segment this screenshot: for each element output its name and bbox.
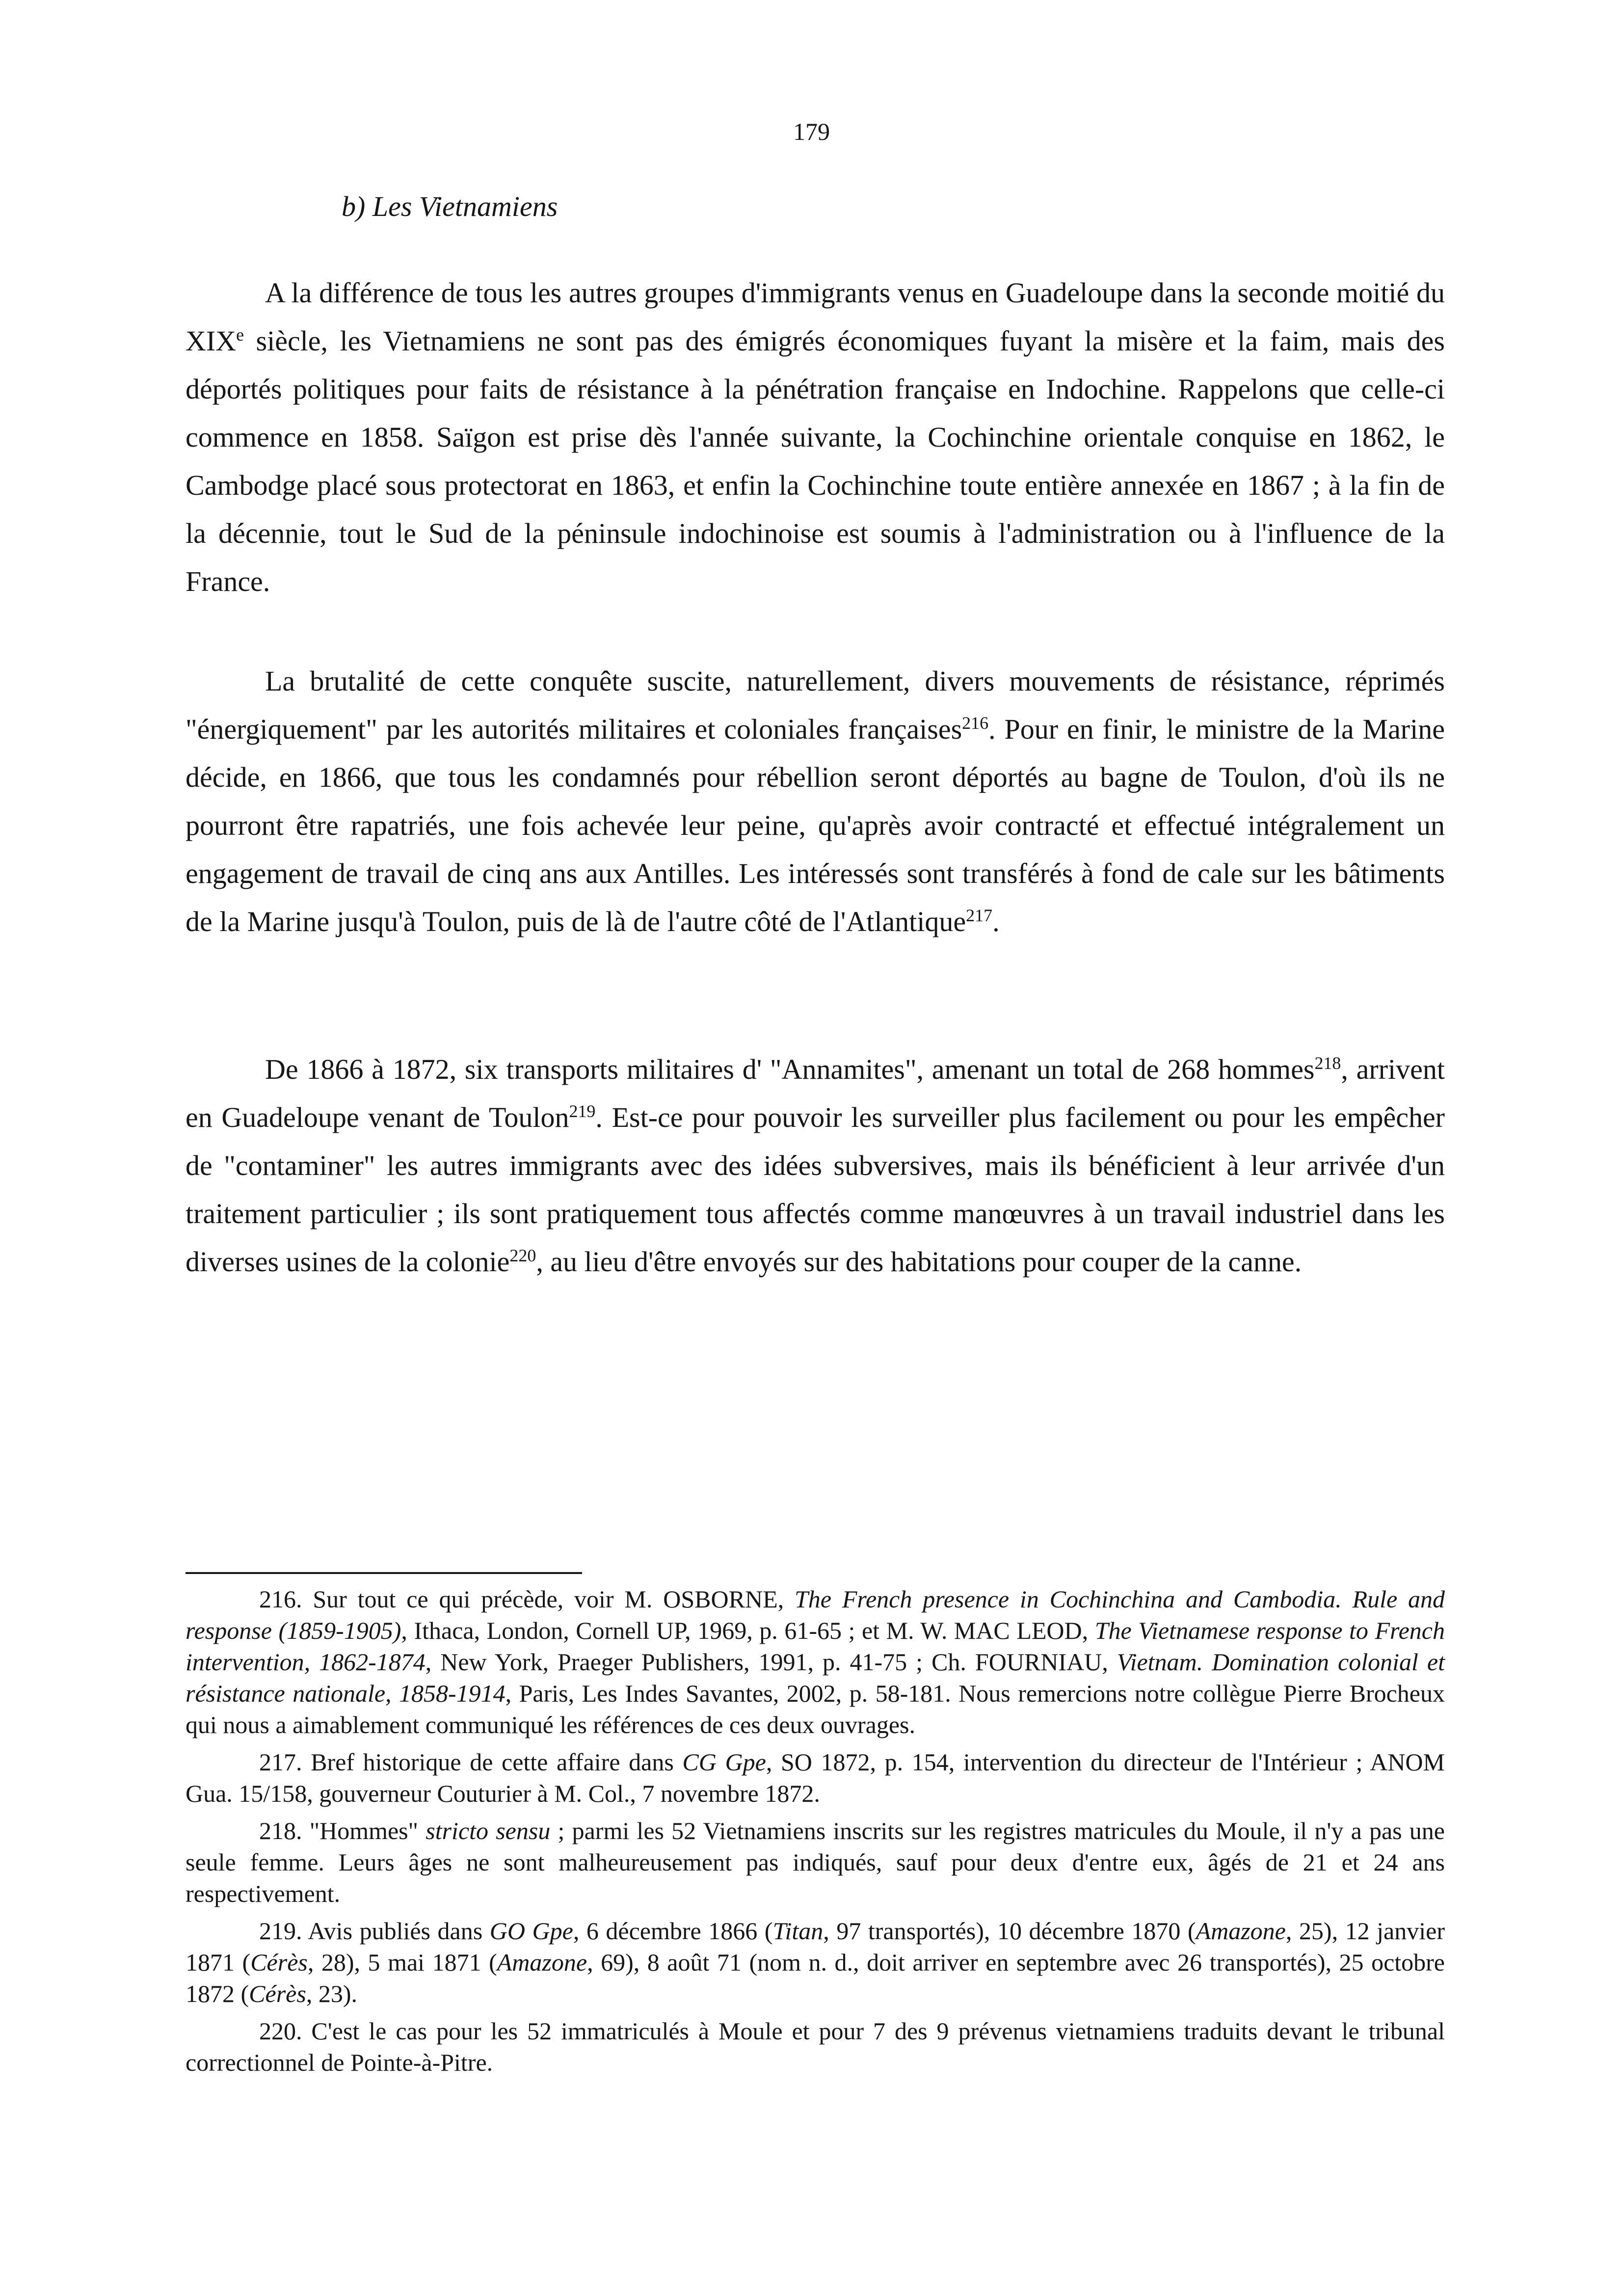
- text-run: , Ithaca, London, Cornell UP, 1969, p. 61-65 ; et M. W. MAC LEOD,: [401, 1617, 1095, 1644]
- italic-text: Amazone: [1196, 1917, 1286, 1945]
- italic-text: Titan: [772, 1917, 824, 1945]
- text-run: , Paris, Les Indes Savantes, 2002, p. 58-181. Nous remercions notre collègue Pierre Brocheux qui nous a aimablement communiqué les références de ces deux ouvrages.: [186, 1680, 1445, 1738]
- section-heading: b) Les Vietnamiens: [342, 190, 558, 222]
- text-run: 216. Sur tout ce qui précède, voir M. OSBORNE,: [259, 1585, 795, 1613]
- footnote-separator: [186, 1572, 582, 1574]
- page-number: 179: [793, 118, 830, 145]
- footnote-ref: 219: [569, 1101, 596, 1121]
- footnote-ref: 216: [962, 713, 989, 733]
- italic-text: CG Gpe: [682, 1748, 766, 1776]
- text-run: ; parmi les 52 Vietnamiens inscrits sur les registres matricules du Moule, il n'y a pas une seule femme. Leurs âges ne sont malheureusement pas indiqués, sauf pour deux d'entre eux, âgés de 21 et 24 ans respectivement.: [186, 1817, 1445, 1907]
- text-run: siècle, les Vietnamiens ne sont pas des émigrés économiques fuyant la misère et la faim, mais des déportés politiques pour faits de résistance à la pénétration française en Indochine. Rappelons que celle-ci commence en 1858. Saïgon est prise dès l'année suivante, la Cochinchine orientale conquise en 1862, le Cambodge placé sous protectorat en 1863, et enfin la Cochinchine toute entière annexée en 1867 ; à la fin de la décennie, tout le Sud de la péninsule indochinoise est soumis à l'administration ou à l'influence de la France.: [186, 325, 1445, 597]
- text-run: 219. Avis publiés dans: [259, 1917, 490, 1945]
- text-run: A la différence de tous les autres groupes d'immigrants venus en Guadeloupe dans la seconde moitié du XIX: [186, 277, 1445, 357]
- footnote-ref: 220: [509, 1246, 536, 1266]
- footnotes-section: [186, 1583, 1445, 2084]
- footnote-218: [186, 1815, 1445, 1909]
- body-paragraph-3: [186, 1045, 1445, 1286]
- footnote-ref: e: [236, 325, 244, 345]
- body-paragraph-1: [186, 269, 1445, 606]
- italic-text: Cérès: [250, 1949, 308, 1976]
- text-run: 220. C'est le cas pour les 52 immatriculés à Moule et pour 7 des 9 prévenus vietnamiens traduits devant le tribunal correctionnel de Pointe-à-Pitre.: [186, 2017, 1445, 2076]
- text-run: La brutalité de cette conquête suscite, naturellement, divers mouvements de résistance, réprimés "énergiquement" par les autorités militaires et coloniales françaises: [186, 665, 1445, 745]
- footnote-ref: 217: [966, 906, 993, 926]
- text-run: De 1866 à 1872, six transports militaires d' "Annamites", amenant un total de 268 hommes: [265, 1053, 1315, 1085]
- footnote-216: [186, 1583, 1445, 1740]
- body-paragraph-2: [186, 657, 1445, 946]
- footnote-220: [186, 2015, 1445, 2078]
- text-run: , 28), 5 mai 1871 (: [307, 1949, 497, 1976]
- text-run: , 6 décembre 1866 (: [573, 1917, 773, 1945]
- italic-text: Amazone: [497, 1949, 587, 1976]
- text-run: , arrivent en Guadeloupe venant de Toulon: [186, 1053, 1445, 1133]
- text-run: , 69), 8 août 71 (nom n. d., doit arriver en septembre avec 26 transportés), 25 octobre 1872 (: [186, 1949, 1445, 2007]
- text-run: , au lieu d'être envoyés sur des habitations pour couper de la canne.: [536, 1246, 1302, 1278]
- text-run: 217. Bref historique de cette affaire dans: [259, 1748, 683, 1776]
- italic-text: The Vietnamese response to French intervention, 1862-1874: [186, 1617, 1445, 1676]
- text-run: , SO 1872, p. 154, intervention du directeur de l'Intérieur ; ANOM Gua. 15/158, gouverneur Couturier à M. Col., 7 novembre 1872.: [186, 1748, 1445, 1807]
- italic-text: Cérès: [249, 1980, 306, 2007]
- text-run: .: [992, 906, 1000, 937]
- text-run: , 23).: [306, 1980, 357, 2007]
- footnote-219: [186, 1915, 1445, 2009]
- text-run: , New York, Praeger Publishers, 1991, p. 41-75 ; Ch. FOURNIAU,: [425, 1648, 1117, 1676]
- italic-text: GO Gpe: [489, 1917, 573, 1945]
- text-run: , 25), 12 janvier 1871 (: [186, 1917, 1445, 1976]
- italic-text: The French presence in Cochinchina and Cambodia. Rule and response (1859-1905): [186, 1585, 1445, 1644]
- italic-text: stricto sensu: [426, 1817, 551, 1844]
- text-run: . Pour en finir, le ministre de la Marine décide, en 1866, que tous les condamnés pour rébellion seront déportés au bagne de Toulon, d'où ils ne pourront être rapatriés, une fois achevée leur peine, qu'après avoir contracté et effectué intégralement un engagement de travail de cinq ans aux Antilles. Les intéressés sont transférés à fond de cale sur les bâtiments de la Marine jusqu'à Toulon, puis de là de l'autre côté de l'Atlantique: [186, 713, 1445, 937]
- text-run: . Est-ce pour pouvoir les surveiller plus facilement ou pour les empêcher de "contaminer" les autres immigrants avec des idées subversives, mais ils bénéficient à leur arrivée d'un traitement particulier ; ils sont pratiquement tous affectés comme manœuvres à un travail industriel dans les diverses usines de la colonie: [186, 1101, 1445, 1278]
- text-run: 218. "Hommes": [259, 1817, 426, 1844]
- footnote-217: [186, 1746, 1445, 1809]
- italic-text: Vietnam. Domination colonial et résistance nationale, 1858-1914: [186, 1648, 1445, 1707]
- text-run: , 97 transportés), 10 décembre 1870 (: [823, 1917, 1196, 1945]
- footnote-ref: 218: [1314, 1053, 1341, 1073]
